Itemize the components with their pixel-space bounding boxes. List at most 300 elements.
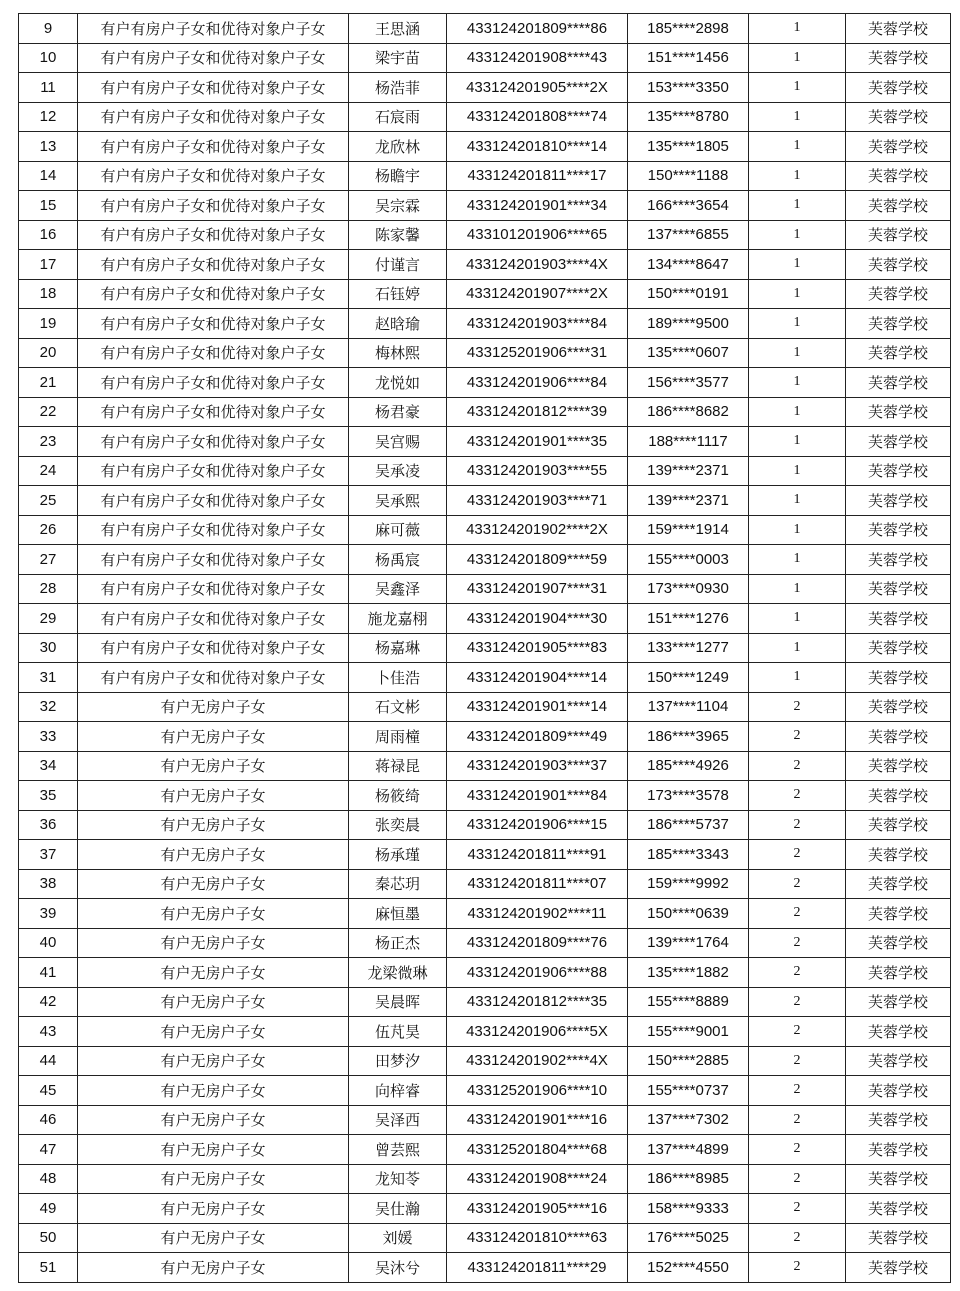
school-name: 芙蓉学校 (846, 1076, 951, 1106)
priority-order: 1 (749, 191, 846, 221)
table-row (19, 1164, 951, 1194)
school-name: 芙蓉学校 (846, 515, 951, 545)
table-row (19, 958, 951, 988)
phone-number: 150****0639 (628, 899, 749, 929)
school-name: 芙蓉学校 (846, 633, 951, 663)
student-name: 麻可薇 (349, 515, 447, 545)
priority-order: 2 (749, 810, 846, 840)
student-name: 杨瞻宇 (349, 161, 447, 191)
enrollment-table (18, 13, 951, 1283)
phone-number: 186****8682 (628, 397, 749, 427)
id-number: 433124201905****83 (447, 633, 628, 663)
row-number: 48 (19, 1164, 78, 1194)
category-cell: 有户有房户子女和优待对象户子女 (78, 14, 349, 44)
phone-number: 134****8647 (628, 250, 749, 280)
category-cell: 有户无房户子女 (78, 1253, 349, 1283)
category-cell: 有户无房户子女 (78, 692, 349, 722)
school-name: 芙蓉学校 (846, 132, 951, 162)
row-number: 28 (19, 574, 78, 604)
table-row (19, 338, 951, 368)
school-name: 芙蓉学校 (846, 987, 951, 1017)
student-name: 施龙嘉栩 (349, 604, 447, 634)
priority-order: 1 (749, 338, 846, 368)
school-name: 芙蓉学校 (846, 43, 951, 73)
phone-number: 137****1104 (628, 692, 749, 722)
priority-order: 2 (749, 987, 846, 1017)
student-name: 杨筱绮 (349, 781, 447, 811)
student-name: 吴沐兮 (349, 1253, 447, 1283)
id-number: 433124201907****31 (447, 574, 628, 604)
priority-order: 2 (749, 1253, 846, 1283)
row-number: 16 (19, 220, 78, 250)
row-number: 36 (19, 810, 78, 840)
phone-number: 139****1764 (628, 928, 749, 958)
table-row (19, 43, 951, 73)
student-name: 吴泽西 (349, 1105, 447, 1135)
table-row (19, 928, 951, 958)
student-name: 杨承瑾 (349, 840, 447, 870)
priority-order: 2 (749, 1105, 846, 1135)
priority-order: 1 (749, 73, 846, 103)
school-name: 芙蓉学校 (846, 1164, 951, 1194)
id-number: 433124201901****16 (447, 1105, 628, 1135)
student-name: 周雨橦 (349, 722, 447, 752)
id-number: 433124201902****11 (447, 899, 628, 929)
id-number: 433124201812****39 (447, 397, 628, 427)
category-cell: 有户有房户子女和优待对象户子女 (78, 250, 349, 280)
row-number: 32 (19, 692, 78, 722)
priority-order: 1 (749, 574, 846, 604)
category-cell: 有户有房户子女和优待对象户子女 (78, 368, 349, 398)
id-number: 433124201905****16 (447, 1194, 628, 1224)
id-number: 433124201906****84 (447, 368, 628, 398)
table-row (19, 132, 951, 162)
phone-number: 186****3965 (628, 722, 749, 752)
row-number: 41 (19, 958, 78, 988)
school-name: 芙蓉学校 (846, 486, 951, 516)
phone-number: 173****0930 (628, 574, 749, 604)
school-name: 芙蓉学校 (846, 14, 951, 44)
school-name: 芙蓉学校 (846, 73, 951, 103)
table-row (19, 722, 951, 752)
row-number: 21 (19, 368, 78, 398)
row-number: 45 (19, 1076, 78, 1106)
phone-number: 135****0607 (628, 338, 749, 368)
table-row (19, 1194, 951, 1224)
category-cell: 有户有房户子女和优待对象户子女 (78, 427, 349, 457)
priority-order: 1 (749, 545, 846, 575)
school-name: 芙蓉学校 (846, 840, 951, 870)
priority-order: 2 (749, 1164, 846, 1194)
school-name: 芙蓉学校 (846, 604, 951, 634)
school-name: 芙蓉学校 (846, 456, 951, 486)
priority-order: 2 (749, 869, 846, 899)
student-name: 吴宫赐 (349, 427, 447, 457)
row-number: 47 (19, 1135, 78, 1165)
priority-order: 1 (749, 250, 846, 280)
id-number: 433101201906****65 (447, 220, 628, 250)
school-name: 芙蓉学校 (846, 250, 951, 280)
id-number: 433125201906****31 (447, 338, 628, 368)
phone-number: 166****3654 (628, 191, 749, 221)
row-number: 24 (19, 456, 78, 486)
student-name: 麻恒墨 (349, 899, 447, 929)
row-number: 25 (19, 486, 78, 516)
student-name: 杨禹宸 (349, 545, 447, 575)
phone-number: 135****1805 (628, 132, 749, 162)
phone-number: 151****1276 (628, 604, 749, 634)
category-cell: 有户有房户子女和优待对象户子女 (78, 545, 349, 575)
school-name: 芙蓉学校 (846, 338, 951, 368)
table-row (19, 14, 951, 44)
school-name: 芙蓉学校 (846, 928, 951, 958)
phone-number: 155****9001 (628, 1017, 749, 1047)
row-number: 9 (19, 14, 78, 44)
student-name: 石钰婷 (349, 279, 447, 309)
phone-number: 156****3577 (628, 368, 749, 398)
row-number: 15 (19, 191, 78, 221)
category-cell: 有户无房户子女 (78, 958, 349, 988)
row-number: 13 (19, 132, 78, 162)
priority-order: 2 (749, 1017, 846, 1047)
phone-number: 155****0003 (628, 545, 749, 575)
id-number: 433124201812****35 (447, 987, 628, 1017)
row-number: 27 (19, 545, 78, 575)
category-cell: 有户无房户子女 (78, 987, 349, 1017)
phone-number: 150****0191 (628, 279, 749, 309)
row-number: 43 (19, 1017, 78, 1047)
id-number: 433124201810****14 (447, 132, 628, 162)
id-number: 433124201811****29 (447, 1253, 628, 1283)
student-name: 吴承凌 (349, 456, 447, 486)
category-cell: 有户有房户子女和优待对象户子女 (78, 43, 349, 73)
table-row (19, 869, 951, 899)
phone-number: 155****8889 (628, 987, 749, 1017)
category-cell: 有户无房户子女 (78, 722, 349, 752)
school-name: 芙蓉学校 (846, 1223, 951, 1253)
priority-order: 2 (749, 1223, 846, 1253)
priority-order: 2 (749, 958, 846, 988)
table-row (19, 515, 951, 545)
priority-order: 1 (749, 368, 846, 398)
category-cell: 有户无房户子女 (78, 840, 349, 870)
priority-order: 2 (749, 1076, 846, 1106)
row-number: 23 (19, 427, 78, 457)
student-name: 王思涵 (349, 14, 447, 44)
id-number: 433124201901****34 (447, 191, 628, 221)
row-number: 40 (19, 928, 78, 958)
phone-number: 139****2371 (628, 486, 749, 516)
row-number: 11 (19, 73, 78, 103)
table-row (19, 1017, 951, 1047)
priority-order: 1 (749, 486, 846, 516)
phone-number: 155****0737 (628, 1076, 749, 1106)
student-name: 梁宇苗 (349, 43, 447, 73)
student-name: 向梓睿 (349, 1076, 447, 1106)
row-number: 20 (19, 338, 78, 368)
school-name: 芙蓉学校 (846, 279, 951, 309)
school-name: 芙蓉学校 (846, 161, 951, 191)
student-name: 秦芯玥 (349, 869, 447, 899)
category-cell: 有户有房户子女和优待对象户子女 (78, 456, 349, 486)
id-number: 433124201810****63 (447, 1223, 628, 1253)
school-name: 芙蓉学校 (846, 1105, 951, 1135)
school-name: 芙蓉学校 (846, 899, 951, 929)
priority-order: 2 (749, 722, 846, 752)
id-number: 433124201906****15 (447, 810, 628, 840)
category-cell: 有户无房户子女 (78, 1223, 349, 1253)
category-cell: 有户有房户子女和优待对象户子女 (78, 132, 349, 162)
row-number: 49 (19, 1194, 78, 1224)
priority-order: 1 (749, 515, 846, 545)
phone-number: 150****1249 (628, 663, 749, 693)
id-number: 433124201903****71 (447, 486, 628, 516)
id-number: 433124201811****17 (447, 161, 628, 191)
student-name: 陈家馨 (349, 220, 447, 250)
phone-number: 189****9500 (628, 309, 749, 339)
row-number: 42 (19, 987, 78, 1017)
id-number: 433124201902****4X (447, 1046, 628, 1076)
category-cell: 有户有房户子女和优待对象户子女 (78, 574, 349, 604)
category-cell: 有户有房户子女和优待对象户子女 (78, 309, 349, 339)
student-name: 石宸雨 (349, 102, 447, 132)
row-number: 12 (19, 102, 78, 132)
phone-number: 137****7302 (628, 1105, 749, 1135)
id-number: 433124201906****88 (447, 958, 628, 988)
student-name: 梅林熙 (349, 338, 447, 368)
student-name: 杨正杰 (349, 928, 447, 958)
priority-order: 2 (749, 840, 846, 870)
table-row (19, 279, 951, 309)
id-number: 433124201904****14 (447, 663, 628, 693)
id-number: 433125201906****10 (447, 1076, 628, 1106)
priority-order: 1 (749, 633, 846, 663)
id-number: 433124201808****74 (447, 102, 628, 132)
category-cell: 有户有房户子女和优待对象户子女 (78, 633, 349, 663)
priority-order: 1 (749, 14, 846, 44)
table-row (19, 191, 951, 221)
id-number: 433124201908****43 (447, 43, 628, 73)
table-row (19, 751, 951, 781)
student-name: 吴鑫泽 (349, 574, 447, 604)
id-number: 433124201903****55 (447, 456, 628, 486)
table-row (19, 73, 951, 103)
category-cell: 有户无房户子女 (78, 781, 349, 811)
school-name: 芙蓉学校 (846, 781, 951, 811)
student-name: 石文彬 (349, 692, 447, 722)
row-number: 34 (19, 751, 78, 781)
row-number: 44 (19, 1046, 78, 1076)
id-number: 433124201809****86 (447, 14, 628, 44)
school-name: 芙蓉学校 (846, 1253, 951, 1283)
table-row (19, 574, 951, 604)
category-cell: 有户无房户子女 (78, 1194, 349, 1224)
id-number: 433124201903****84 (447, 309, 628, 339)
school-name: 芙蓉学校 (846, 1046, 951, 1076)
row-number: 33 (19, 722, 78, 752)
school-name: 芙蓉学校 (846, 1017, 951, 1047)
category-cell: 有户无房户子女 (78, 899, 349, 929)
phone-number: 135****8780 (628, 102, 749, 132)
student-name: 田梦汐 (349, 1046, 447, 1076)
school-name: 芙蓉学校 (846, 958, 951, 988)
row-number: 26 (19, 515, 78, 545)
priority-order: 1 (749, 604, 846, 634)
priority-order: 1 (749, 309, 846, 339)
category-cell: 有户无房户子女 (78, 928, 349, 958)
priority-order: 2 (749, 899, 846, 929)
phone-number: 150****1188 (628, 161, 749, 191)
school-name: 芙蓉学校 (846, 722, 951, 752)
row-number: 10 (19, 43, 78, 73)
school-name: 芙蓉学校 (846, 574, 951, 604)
id-number: 433124201811****91 (447, 840, 628, 870)
category-cell: 有户无房户子女 (78, 810, 349, 840)
table-row (19, 1253, 951, 1283)
student-name: 张奕晨 (349, 810, 447, 840)
phone-number: 159****9992 (628, 869, 749, 899)
row-number: 46 (19, 1105, 78, 1135)
category-cell: 有户有房户子女和优待对象户子女 (78, 220, 349, 250)
priority-order: 2 (749, 1046, 846, 1076)
school-name: 芙蓉学校 (846, 692, 951, 722)
table-row (19, 604, 951, 634)
category-cell: 有户无房户子女 (78, 1076, 349, 1106)
student-name: 卜佳浩 (349, 663, 447, 693)
category-cell: 有户无房户子女 (78, 1105, 349, 1135)
priority-order: 1 (749, 397, 846, 427)
table-row (19, 368, 951, 398)
phone-number: 139****2371 (628, 456, 749, 486)
priority-order: 1 (749, 663, 846, 693)
school-name: 芙蓉学校 (846, 663, 951, 693)
student-name: 吴承熙 (349, 486, 447, 516)
student-name: 吴仕瀚 (349, 1194, 447, 1224)
table-row (19, 397, 951, 427)
category-cell: 有户有房户子女和优待对象户子女 (78, 161, 349, 191)
phone-number: 173****3578 (628, 781, 749, 811)
priority-order: 1 (749, 43, 846, 73)
priority-order: 2 (749, 1135, 846, 1165)
school-name: 芙蓉学校 (846, 751, 951, 781)
id-number: 433124201903****37 (447, 751, 628, 781)
table-row (19, 1076, 951, 1106)
category-cell: 有户有房户子女和优待对象户子女 (78, 338, 349, 368)
priority-order: 1 (749, 161, 846, 191)
phone-number: 151****1456 (628, 43, 749, 73)
category-cell: 有户无房户子女 (78, 1046, 349, 1076)
row-number: 14 (19, 161, 78, 191)
priority-order: 2 (749, 692, 846, 722)
phone-number: 158****9333 (628, 1194, 749, 1224)
category-cell: 有户有房户子女和优待对象户子女 (78, 515, 349, 545)
table-row (19, 1223, 951, 1253)
student-name: 龙欣林 (349, 132, 447, 162)
phone-number: 152****4550 (628, 1253, 749, 1283)
student-name: 吴晨晖 (349, 987, 447, 1017)
id-number: 433124201809****59 (447, 545, 628, 575)
phone-number: 159****1914 (628, 515, 749, 545)
student-name: 蒋禄昆 (349, 751, 447, 781)
row-number: 35 (19, 781, 78, 811)
category-cell: 有户无房户子女 (78, 869, 349, 899)
student-name: 曾芸熙 (349, 1135, 447, 1165)
category-cell: 有户有房户子女和优待对象户子女 (78, 102, 349, 132)
id-number: 433124201907****2X (447, 279, 628, 309)
row-number: 18 (19, 279, 78, 309)
school-name: 芙蓉学校 (846, 545, 951, 575)
table-row (19, 1046, 951, 1076)
table-row (19, 1105, 951, 1135)
id-number: 433124201908****24 (447, 1164, 628, 1194)
phone-number: 185****4926 (628, 751, 749, 781)
table-row (19, 663, 951, 693)
student-name: 杨君豪 (349, 397, 447, 427)
category-cell: 有户有房户子女和优待对象户子女 (78, 663, 349, 693)
table-row (19, 899, 951, 929)
category-cell: 有户有房户子女和优待对象户子女 (78, 486, 349, 516)
priority-order: 1 (749, 427, 846, 457)
student-name: 杨浩菲 (349, 73, 447, 103)
id-number: 433124201905****2X (447, 73, 628, 103)
category-cell: 有户有房户子女和优待对象户子女 (78, 604, 349, 634)
priority-order: 1 (749, 279, 846, 309)
id-number: 433125201804****68 (447, 1135, 628, 1165)
priority-order: 1 (749, 102, 846, 132)
id-number: 433124201903****4X (447, 250, 628, 280)
school-name: 芙蓉学校 (846, 368, 951, 398)
student-name: 龙梁微琳 (349, 958, 447, 988)
id-number: 433124201902****2X (447, 515, 628, 545)
phone-number: 133****1277 (628, 633, 749, 663)
category-cell: 有户有房户子女和优待对象户子女 (78, 73, 349, 103)
category-cell: 有户无房户子女 (78, 751, 349, 781)
id-number: 433124201901****14 (447, 692, 628, 722)
id-number: 433124201901****84 (447, 781, 628, 811)
category-cell: 有户无房户子女 (78, 1135, 349, 1165)
table-row (19, 456, 951, 486)
category-cell: 有户无房户子女 (78, 1164, 349, 1194)
row-number: 51 (19, 1253, 78, 1283)
table-row (19, 840, 951, 870)
table-row (19, 309, 951, 339)
id-number: 433124201809****76 (447, 928, 628, 958)
id-number: 433124201901****35 (447, 427, 628, 457)
id-number: 433124201811****07 (447, 869, 628, 899)
school-name: 芙蓉学校 (846, 397, 951, 427)
student-name: 付谨言 (349, 250, 447, 280)
student-name: 赵晗瑜 (349, 309, 447, 339)
table-row (19, 1135, 951, 1165)
phone-number: 135****1882 (628, 958, 749, 988)
phone-number: 153****3350 (628, 73, 749, 103)
category-cell: 有户无房户子女 (78, 1017, 349, 1047)
table-row (19, 545, 951, 575)
priority-order: 2 (749, 781, 846, 811)
phone-number: 188****1117 (628, 427, 749, 457)
phone-number: 186****5737 (628, 810, 749, 840)
id-number: 433124201904****30 (447, 604, 628, 634)
phone-number: 137****4899 (628, 1135, 749, 1165)
student-name: 龙知苓 (349, 1164, 447, 1194)
enrollment-table-body (19, 14, 951, 1283)
phone-number: 137****6855 (628, 220, 749, 250)
priority-order: 1 (749, 132, 846, 162)
phone-number: 176****5025 (628, 1223, 749, 1253)
school-name: 芙蓉学校 (846, 869, 951, 899)
row-number: 31 (19, 663, 78, 693)
table-row (19, 987, 951, 1017)
